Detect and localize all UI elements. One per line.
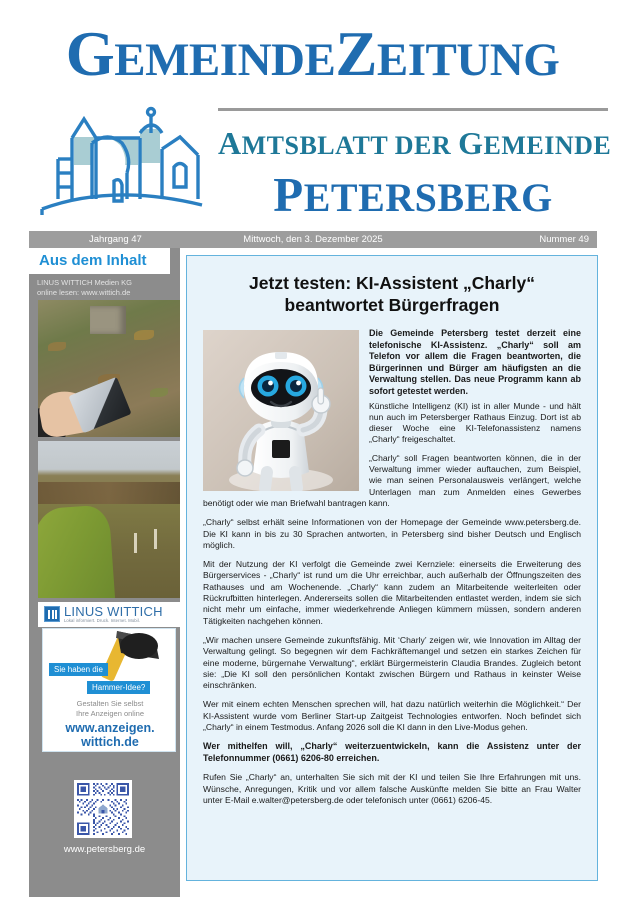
- newspaper-title: [0, 18, 625, 91]
- green-grass-strip: [38, 504, 115, 598]
- article-image-robot: [203, 330, 359, 491]
- wittich-logo-tagline: Lokal informiert. Druck. Internet. Mobil.: [64, 618, 141, 623]
- amts-text-2: EMEINDE: [483, 131, 612, 160]
- lead-article: [186, 255, 598, 881]
- article-paragraph-1: Künstliche Intelligenz (KI) ist in aller Munde - und hält nun auch im Petersberger Rathaus Einzug. Dort ist ab dieser Woche eine KI-Telefonassistenz namens „Charly“ freigeschaltet.: [369, 400, 581, 445]
- amtsblatt-subtitle: [218, 125, 612, 162]
- leaf-shape: [134, 330, 154, 340]
- fence-post: [134, 533, 137, 553]
- advert-tagline-1: Sie haben die: [49, 663, 108, 676]
- masthead-divider: [218, 108, 608, 111]
- title-zeitung: EITUNG: [376, 34, 560, 86]
- qr-code[interactable]: [74, 780, 132, 838]
- sidebar-photo-meadow: [38, 441, 180, 598]
- amtsblatt-block: [218, 108, 612, 223]
- article-paragraph-5: „Wir machen unsere Gemeinde zukunftsfähig. Mit ‘Charly’ zeigen wir, wie Innovation im Alltag der Verwaltung gelingt. So begegnen wir dem Fachkräftemangel und setzen ein starkes Zeichen für eine moderne, bürgernahe Verwaltung“, erklärt Bürgermeisterin Claudia Brandes. Zugleich betont sie: „Die KI soll den persönlichen Kontakt zwischen Bürgern und Rathaus in keinster Weise einschränken.: [203, 634, 581, 691]
- sidebar-photo-leaves: [38, 300, 180, 437]
- publisher-online-link[interactable]: online lesen: www.wittich.de: [37, 287, 131, 297]
- advert-subtext-line2: Ihre Anzeigen online: [76, 709, 144, 718]
- headline-line-1: Jetzt testen: KI-Assistent „Charly“: [249, 273, 535, 293]
- article-call-to-action: Wer mithelfen will, „Charly“ weiterzuentwickeln, kann die Assistenz unter der Telefonnummer (0661) 6206-80 erreichen.: [203, 741, 581, 763]
- wittich-logo-name: LINUS WITTICH: [64, 604, 163, 619]
- issue-date: Mittwoch, den 3. Dezember 2025: [243, 234, 383, 245]
- stone-marker: [90, 306, 126, 334]
- robot-illustration: [203, 330, 359, 491]
- municipality-website[interactable]: www.petersberg.de: [63, 844, 146, 855]
- hedgerow: [38, 482, 180, 504]
- petersberg-cap-p: P: [273, 167, 304, 222]
- publisher-name: LINUS WITTICH Medien KG: [37, 278, 133, 287]
- advert-url-line1: www.anzeigen.: [65, 721, 155, 735]
- issue-info-bar: [29, 231, 597, 248]
- article-paragraph-2: „Charly“ soll Fragen beantworten können, die in der Verwaltung immer wieder auftauchen, zum Beispiel, wie man seinen Personalausweis verlängert, welche Unterlagen man zum Anmelden eines Gewerbes benötigt oder wie man Briefwahl bantragen kann.: [203, 452, 581, 508]
- article-paragraph-8: Rufen Sie „Charly“ an, unterhalten Sie sich mit der KI und teilen Sie Ihre Erfahrungen mit uns. Wünsche, Anregungen, Kritik und vor allem falsche Auskünfte melden Sie bitte an Frau Walter unter E-Mail e.walter@petersberg.de oder telefonisch unter (0661) 6206-45.: [203, 772, 581, 806]
- advert-hammer[interactable]: [42, 628, 176, 752]
- article-paragraph-4: Mit der Nutzung der KI verfolgt die Gemeinde zwei Kernziele: einerseits die Erweiterung des Bürgerservices - „Charly“ ist rund um die Uhr erreichbar, auch außerhalb der Öffnungszeiten des Rathauses und am Wochenende. „Charly“ kann zudem an Mitarbeitende weiterleiten oder Rückrufbitten hinterlegen. Andererseits sollen die Mitarbeitenden entlastet werden, indem sie sich nicht mehr um einfache, immer wiederkehrende Anliegen kümmern müssen, sondern anderen Tätigkeiten nachgehen können.: [203, 559, 581, 626]
- leaf-shape: [48, 342, 66, 351]
- leaf-shape: [150, 388, 168, 397]
- publisher-note: [37, 278, 177, 297]
- petersberg-text: ETERSBERG: [303, 175, 553, 220]
- fence-post: [154, 529, 157, 549]
- article-headline: [203, 272, 581, 316]
- advert-url[interactable]: [43, 721, 177, 749]
- title-cap-z: Z: [335, 19, 377, 89]
- article-lead-paragraph: Die Gemeinde Petersberg testet derzeit eine telefonische KI-Assistenz. „Charly“ soll am Telefon vor allem die Fragen beantworten, die Bürgerinnen und Bürger am häufigsten an die Verwaltung stellen. Das neue Programm kann ab sofort getestet werden.: [369, 328, 581, 396]
- issue-number: Nummer 49: [539, 234, 589, 245]
- wittich-logo-panel: [38, 602, 180, 627]
- masthead: [0, 0, 625, 230]
- amts-text-1: MTSBLATT DER: [241, 131, 459, 160]
- title-gemeinde: EMEINDE: [114, 34, 336, 86]
- castle-logo-icon: [28, 103, 213, 225]
- amts-cap-a: A: [218, 125, 242, 161]
- title-cap-g: G: [65, 19, 115, 89]
- headline-line-2: beantwortet Bürgerfragen: [284, 295, 500, 315]
- article-paragraph-6: Wer mit einem echten Menschen sprechen will, hat dazu natürlich weiterhin die Möglichkeit.“ Der KI-Assistent wurde vom Berliner Start-up Zaitgeist Technologies entworfen. Noch befindet sich „Charly“ in einem Testmodus. Anfang 2026 soll die KI dann in den Live-Modus gehen.: [203, 699, 581, 732]
- advert-subtext-line1: Gestalten Sie selbst: [76, 699, 144, 708]
- advert-tagline-2: Hammer-Idee?: [87, 681, 150, 694]
- municipality-name: [218, 166, 608, 223]
- wittich-logo-icon: [44, 606, 60, 622]
- article-paragraph-3: „Charly“ selbst erhält seine Informationen von der Homepage der Gemeinde www.petersberg.de. Die KI kann in bis zu 30 Sprachen antworten, in Petersberg sind bisher Deutsch und Englisch möglich.: [203, 517, 581, 550]
- sidebar: [29, 248, 180, 897]
- advert-subtext: [43, 699, 177, 719]
- contents-heading: Aus dem Inhalt: [29, 248, 170, 274]
- amts-cap-g: G: [458, 125, 484, 161]
- advert-url-line2: wittich.de: [81, 735, 139, 749]
- volume-label: Jahrgang 47: [89, 234, 142, 245]
- qr-code-graphic: [77, 783, 129, 835]
